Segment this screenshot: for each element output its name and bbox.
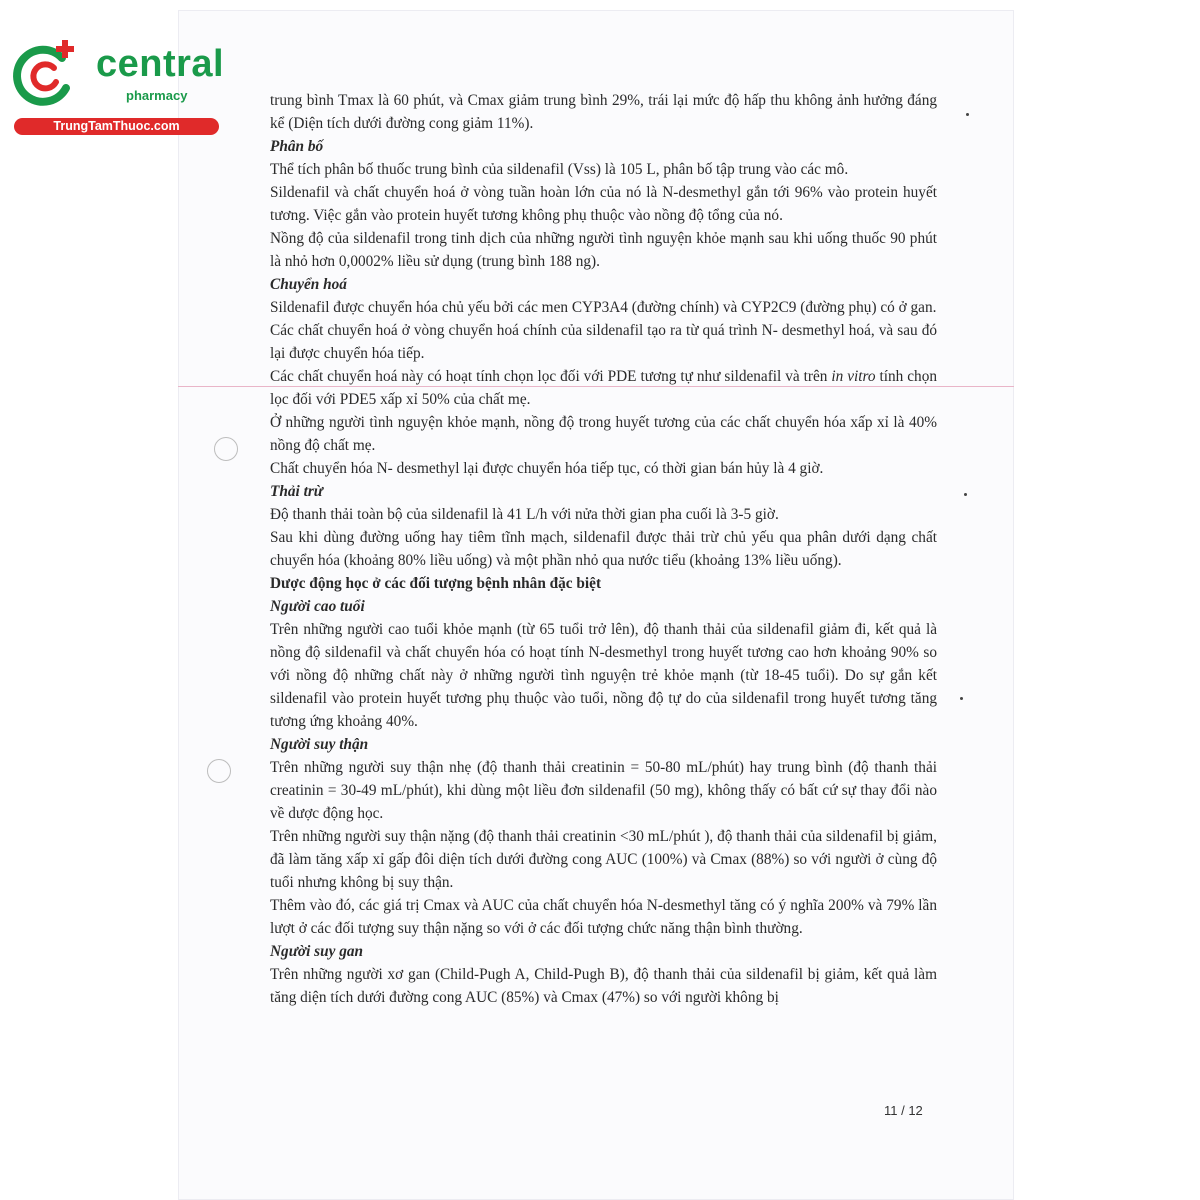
section-heading-phan-bo: Phân bố bbox=[270, 138, 324, 155]
paragraph: Sildenafil được chuyển hóa chủ yếu bởi các men CYP3A4 (đường chính) và CYP2C9 (đường phụ) có ở gan. bbox=[270, 299, 937, 316]
paragraph: Các chất chuyển hoá ở vòng chuyển hoá chính của sildenafil tạo ra từ quá trình N- desmethyl hoá, và sau đó lại được chuyển hóa tiếp. bbox=[270, 322, 937, 362]
logo-website-url[interactable]: TrungTamThuoc.com bbox=[14, 118, 219, 135]
paragraph: trung bình Tmax là 60 phút, và Cmax giảm trung bình 29%, trái lại mức độ hấp thu không ảnh hưởng đáng kể (Diện tích dưới đường cong giảm 11%). bbox=[270, 92, 937, 132]
paragraph: Trên những người xơ gan (Child-Pugh A, Child-Pugh B), độ thanh thải của sildenafil bị giảm, kết quả làm tăng diện tích dưới đường cong AUC (85%) và Cmax (47%) so với người không bị bbox=[270, 966, 937, 1006]
logo-subtitle: pharmacy bbox=[126, 88, 188, 103]
section-heading-special-populations: Dược động học ở các đối tượng bệnh nhân đặc biệt bbox=[270, 575, 602, 592]
subheading-renal-impairment: Người suy thận bbox=[270, 736, 369, 753]
section-heading-chuyen-hoa: Chuyển hoá bbox=[270, 276, 347, 293]
paragraph bbox=[270, 365, 937, 411]
subheading-hepatic-impairment: Người suy gan bbox=[270, 943, 364, 960]
scan-speck bbox=[966, 113, 969, 116]
scan-speck bbox=[964, 493, 967, 496]
paragraph: Trên những người suy thận nặng (độ thanh thải creatinin <30 mL/phút ), độ thanh thải của sildenafil bị giảm, đã làm tăng xấp xỉ gấp đôi diện tích dưới đường cong AUC (100%) và Cmax (88%) so với người ở cùng độ tuổi nhưng không bị suy thận. bbox=[270, 828, 937, 891]
paragraph: Trên những người cao tuổi khỏe mạnh (từ 65 tuổi trở lên), độ thanh thải của sildenafil giảm đi, kết quả là nồng độ sildenafil và chất chuyển hóa có hoạt tính N-desmethyl trong huyết tương cao hơn khoảng 90% so với nồng độ những chất này ở những người tình nguyện trẻ khỏe mạnh (từ 18-45 tuổi). Do sự gắn kết sildenafil vào protein huyết tương phụ thuộc vào tuổi, nồng độ tự do của sildenafil trong huyết tương tăng tương ứng khoảng 40%. bbox=[270, 621, 937, 730]
central-pharmacy-logo bbox=[10, 38, 225, 138]
page-number: 11 / 12 bbox=[884, 1103, 923, 1118]
paragraph: Ở những người tình nguyện khỏe mạnh, nồng độ trong huyết tương của các chất chuyển hóa xấp xỉ là 40% nồng độ chất mẹ. bbox=[270, 414, 937, 454]
pharmacy-cross-icon bbox=[10, 38, 82, 110]
paragraph: Thêm vào đó, các giá trị Cmax và AUC của chất chuyển hóa N-desmethyl tăng có ý nghĩa 200% và 79% lần lượt ở các đối tượng suy thận nặng so với ở các đối tượng chức năng thận bình thường. bbox=[270, 897, 937, 937]
paragraph: Độ thanh thải toàn bộ của sildenafil là 41 L/h với nửa thời gian pha cuối là 3-5 giờ. bbox=[270, 506, 779, 523]
section-heading-thai-tru: Thải trừ bbox=[270, 483, 323, 500]
paragraph: Sau khi dùng đường uống hay tiêm tĩnh mạch, sildenafil được thải trừ chủ yếu qua phân dưới dạng chất chuyển hóa (khoảng 80% liều uống) và một phần nhỏ qua nước tiểu (khoảng 13% liều uống). bbox=[270, 529, 937, 569]
text-run: tính chọn lọc đối với PDE5 xấp xỉ 50% của chất mẹ. bbox=[270, 368, 938, 408]
paragraph: Thể tích phân bố thuốc trung bình của sildenafil (Vss) là 105 L, phân bố tập trung vào các mô. bbox=[270, 161, 849, 178]
scan-speck bbox=[960, 697, 963, 700]
subheading-elderly: Người cao tuổi bbox=[270, 598, 365, 615]
logo-brand-name: central bbox=[96, 43, 225, 85]
text-run: Các chất chuyển hoá này có hoạt tính chọn lọc đối với PDE tương tự như sildenafil và trên bbox=[270, 368, 832, 385]
punch-hole-mark bbox=[214, 437, 238, 461]
paragraph: Sildenafil và chất chuyển hoá ở vòng tuần hoàn lớn của nó là N-desmethyl gắn tới 96% vào protein huyết tương. Việc gắn vào protein huyết tương không phụ thuộc vào nồng độ tổng của nó. bbox=[270, 184, 937, 224]
paragraph: Trên những người suy thận nhẹ (độ thanh thải creatinin = 50-80 mL/phút) hay trung bình (độ thanh thải creatinin = 30-49 mL/phút), khi dùng một liều đơn sildenafil (50 mg), không thấy có bất cứ sự thay đổi nào về dược động học. bbox=[270, 759, 937, 822]
punch-hole-mark bbox=[207, 759, 231, 783]
italic-term: in vitro bbox=[831, 368, 876, 385]
paragraph: Chất chuyển hóa N- desmethyl lại được chuyển hóa tiếp tục, có thời gian bán hủy là 4 giờ. bbox=[270, 460, 824, 477]
document-body bbox=[270, 89, 937, 1009]
paragraph: Nồng độ của sildenafil trong tinh dịch của những người tình nguyện khỏe mạnh sau khi uống thuốc 90 phút là nhỏ hơn 0,0002% liều sử dụng (trung bình 188 ng). bbox=[270, 230, 937, 270]
